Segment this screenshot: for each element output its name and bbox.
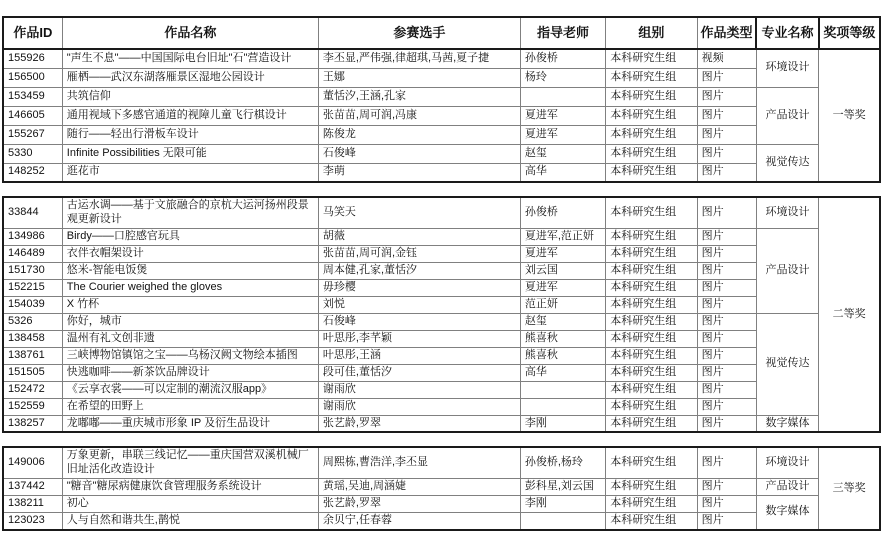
table-row: [3, 330, 880, 347]
title-cell: The Courier weighed the gloves: [62, 279, 318, 296]
type-cell: 图片: [697, 364, 756, 381]
work-id-cell: 155267: [3, 125, 62, 144]
title-cell: 你好，城市: [62, 313, 318, 330]
work-id-cell: 138211: [3, 495, 62, 512]
title-cell: 衣伴衣帽架设计: [62, 245, 318, 262]
table-row: [3, 447, 880, 478]
teacher-cell: 夏进军: [520, 125, 605, 144]
major-cell: 产品设计: [756, 478, 818, 495]
type-cell: 图片: [697, 144, 756, 163]
award-level-cell: 二等奖: [819, 197, 880, 432]
players-cell: 石俊峰: [318, 144, 520, 163]
group-cell: 本科研究生组: [606, 478, 697, 495]
players-cell: 叶思彤,李芊颖: [318, 330, 520, 347]
major-cell: 数字媒体: [756, 495, 818, 529]
players-cell: 张艺龄,罗翠: [318, 415, 520, 432]
col-header-title: 作品名称: [62, 17, 318, 49]
type-cell: 图片: [697, 262, 756, 279]
third-prize-table: [2, 446, 881, 530]
col-header-teacher: 指导老师: [520, 17, 605, 49]
players-cell: 毋珍樱: [318, 279, 520, 296]
table-row: [3, 163, 880, 182]
col-header-type: 作品类型: [697, 17, 756, 49]
type-cell: 图片: [697, 398, 756, 415]
group-cell: 本科研究生组: [606, 512, 697, 529]
players-cell: 刘悦: [318, 296, 520, 313]
table-row: [3, 49, 880, 68]
title-cell: 温州有礼文创非遗: [62, 330, 318, 347]
group-cell: 本科研究生组: [606, 125, 697, 144]
type-cell: 图片: [697, 415, 756, 432]
type-cell: 图片: [697, 245, 756, 262]
award-level-cell: 一等奖: [819, 49, 880, 182]
teacher-cell: 李刚: [520, 495, 605, 512]
major-cell: 视觉传达: [756, 313, 818, 415]
teacher-cell: 熊喜秋: [520, 330, 605, 347]
teacher-cell: 孙俊桥: [520, 49, 605, 68]
work-id-cell: 138458: [3, 330, 62, 347]
group-cell: 本科研究生组: [606, 144, 697, 163]
teacher-cell: [520, 87, 605, 106]
work-id-cell: 138761: [3, 347, 62, 364]
table-row: [3, 415, 880, 432]
group-cell: 本科研究生组: [606, 228, 697, 245]
players-cell: 黄瑶,吴迪,周涵婕: [318, 478, 520, 495]
table-row: [3, 512, 880, 529]
players-cell: 叶思彤,王涵: [318, 347, 520, 364]
title-cell: 人与自然和谐共生,鹊悦: [62, 512, 318, 529]
group-cell: 本科研究生组: [606, 415, 697, 432]
work-id-cell: 151505: [3, 364, 62, 381]
type-cell: 图片: [697, 279, 756, 296]
type-cell: 视频: [697, 49, 756, 68]
major-cell: 产品设计: [756, 87, 818, 144]
col-header-players: 参赛选手: [318, 17, 520, 49]
group-cell: 本科研究生组: [606, 296, 697, 313]
major-cell: 产品设计: [756, 228, 818, 313]
title-cell: 逛花市: [62, 163, 318, 182]
title-cell: 龙嘟嘟——重庆城市形象 IP 及衍生品设计: [62, 415, 318, 432]
group-cell: 本科研究生组: [606, 68, 697, 87]
title-cell: 共筑信仰: [62, 87, 318, 106]
teacher-cell: 熊喜秋: [520, 347, 605, 364]
type-cell: 图片: [697, 68, 756, 87]
work-id-cell: 148252: [3, 163, 62, 182]
group-cell: 本科研究生组: [606, 279, 697, 296]
work-id-cell: 152559: [3, 398, 62, 415]
major-cell: 环境设计: [756, 49, 818, 87]
table-row: [3, 87, 880, 106]
teacher-cell: 高华: [520, 163, 605, 182]
teacher-cell: [520, 398, 605, 415]
work-id-cell: 154039: [3, 296, 62, 313]
players-cell: 谢雨欣: [318, 381, 520, 398]
group-cell: 本科研究生组: [606, 364, 697, 381]
type-cell: 图片: [697, 495, 756, 512]
major-cell: 环境设计: [756, 197, 818, 228]
teacher-cell: 孙俊桥,杨玲: [520, 447, 605, 478]
work-id-cell: 152215: [3, 279, 62, 296]
title-cell: "糖音"糖尿病健康饮食管理服务系统设计: [62, 478, 318, 495]
table-row: [3, 296, 880, 313]
teacher-cell: 夏进军: [520, 245, 605, 262]
title-cell: 在希望的田野上: [62, 398, 318, 415]
type-cell: 图片: [697, 447, 756, 478]
title-cell: Infinite Possibilities 无限可能: [62, 144, 318, 163]
table-row: [3, 144, 880, 163]
col-header-major: 专业名称: [756, 17, 818, 49]
players-cell: 张艺龄,罗翠: [318, 495, 520, 512]
work-id-cell: 155926: [3, 49, 62, 68]
teacher-cell: 夏进军: [520, 279, 605, 296]
players-cell: 张苗苗,周可润,冯康: [318, 106, 520, 125]
group-cell: 本科研究生组: [606, 313, 697, 330]
type-cell: 图片: [697, 125, 756, 144]
group-cell: 本科研究生组: [606, 163, 697, 182]
players-cell: 周本健,孔家,董恬汐: [318, 262, 520, 279]
group-cell: 本科研究生组: [606, 49, 697, 68]
title-cell: 《云享衣裳——可以定制的潮流汉服app》: [62, 381, 318, 398]
players-cell: 王娜: [318, 68, 520, 87]
title-cell: Birdy——口腔感官玩具: [62, 228, 318, 245]
table-row: [3, 347, 880, 364]
work-id-cell: 138257: [3, 415, 62, 432]
teacher-cell: 夏进军: [520, 106, 605, 125]
type-cell: 图片: [697, 197, 756, 228]
type-cell: 图片: [697, 87, 756, 106]
title-cell: 三峡博物馆镇馆之宝——乌杨汉阙文物绘本插图: [62, 347, 318, 364]
col-header-work-id: 作品ID: [3, 17, 62, 49]
group-cell: 本科研究生组: [606, 330, 697, 347]
work-id-cell: 151730: [3, 262, 62, 279]
players-cell: 胡薇: [318, 228, 520, 245]
table-row: [3, 262, 880, 279]
type-cell: 图片: [697, 106, 756, 125]
players-cell: 李萌: [318, 163, 520, 182]
header-row: [3, 17, 880, 49]
table-row: [3, 125, 880, 144]
table-row: [3, 279, 880, 296]
title-cell: 万象更新，串联三线记忆——重庆国营双溪机械厂旧址活化改造设计: [62, 447, 318, 478]
work-id-cell: 146489: [3, 245, 62, 262]
teacher-cell: 夏进军,范正妍: [520, 228, 605, 245]
group-cell: 本科研究生组: [606, 245, 697, 262]
col-header-award: 奖项等级: [819, 17, 880, 49]
group-cell: 本科研究生组: [606, 262, 697, 279]
teacher-cell: 彭科星,刘云国: [520, 478, 605, 495]
work-id-cell: 33844: [3, 197, 62, 228]
players-cell: 陈俊龙: [318, 125, 520, 144]
award-level-cell: 三等奖: [819, 447, 880, 529]
title-cell: X 竹杯: [62, 296, 318, 313]
work-id-cell: 149006: [3, 447, 62, 478]
group-cell: 本科研究生组: [606, 381, 697, 398]
players-cell: 周熙栋,曹浩洋,李丕显: [318, 447, 520, 478]
title-cell: 古运水调——基于文旅融合的京杭大运河扬州段景观更新设计: [62, 197, 318, 228]
table-row: [3, 197, 880, 228]
work-id-cell: 152472: [3, 381, 62, 398]
table-row: [3, 313, 880, 330]
type-cell: 图片: [697, 512, 756, 529]
players-cell: 李丕显,严伟强,律超琪,马茜,夏子捷: [318, 49, 520, 68]
title-cell: 初心: [62, 495, 318, 512]
teacher-cell: 赵玺: [520, 313, 605, 330]
col-header-group: 组别: [606, 17, 697, 49]
type-cell: 图片: [697, 381, 756, 398]
type-cell: 图片: [697, 313, 756, 330]
title-cell: 通用视域下多感官通道的视障儿童飞行棋设计: [62, 106, 318, 125]
players-cell: 余贝宁,任春蓉: [318, 512, 520, 529]
work-id-cell: 146605: [3, 106, 62, 125]
players-cell: 谢雨欣: [318, 398, 520, 415]
type-cell: 图片: [697, 330, 756, 347]
group-cell: 本科研究生组: [606, 398, 697, 415]
table-row: [3, 106, 880, 125]
work-id-cell: 134986: [3, 228, 62, 245]
players-cell: 石俊峰: [318, 313, 520, 330]
type-cell: 图片: [697, 296, 756, 313]
teacher-cell: [520, 512, 605, 529]
table-row: [3, 495, 880, 512]
major-cell: 视觉传达: [756, 144, 818, 182]
teacher-cell: 高华: [520, 364, 605, 381]
teacher-cell: 李刚: [520, 415, 605, 432]
work-id-cell: 137442: [3, 478, 62, 495]
group-cell: 本科研究生组: [606, 87, 697, 106]
table-row: [3, 364, 880, 381]
table-row: [3, 478, 880, 495]
work-id-cell: 5330: [3, 144, 62, 163]
teacher-cell: 范正妍: [520, 296, 605, 313]
title-cell: 随行——轻出行滑板车设计: [62, 125, 318, 144]
type-cell: 图片: [697, 478, 756, 495]
second-prize-table: [2, 196, 881, 433]
major-cell: 数字媒体: [756, 415, 818, 432]
work-id-cell: 123023: [3, 512, 62, 529]
players-cell: 董恬汐,王涵,孔家: [318, 87, 520, 106]
players-cell: 张苗苗,周可润,金钰: [318, 245, 520, 262]
group-cell: 本科研究生组: [606, 106, 697, 125]
table-row: [3, 245, 880, 262]
table-row: [3, 398, 880, 415]
table-row: [3, 68, 880, 87]
teacher-cell: 孙俊桥: [520, 197, 605, 228]
teacher-cell: 杨玲: [520, 68, 605, 87]
teacher-cell: [520, 381, 605, 398]
table-row: [3, 381, 880, 398]
work-id-cell: 153459: [3, 87, 62, 106]
players-cell: 马笑天: [318, 197, 520, 228]
group-cell: 本科研究生组: [606, 495, 697, 512]
title-cell: 快逃咖啡——新茶饮品牌设计: [62, 364, 318, 381]
players-cell: 段可佳,董恬汐: [318, 364, 520, 381]
type-cell: 图片: [697, 163, 756, 182]
group-cell: 本科研究生组: [606, 447, 697, 478]
table-row: [3, 228, 880, 245]
work-id-cell: 156500: [3, 68, 62, 87]
teacher-cell: 刘云国: [520, 262, 605, 279]
title-cell: 悠米-智能电饭煲: [62, 262, 318, 279]
group-cell: 本科研究生组: [606, 197, 697, 228]
type-cell: 图片: [697, 228, 756, 245]
work-id-cell: 5326: [3, 313, 62, 330]
group-cell: 本科研究生组: [606, 347, 697, 364]
major-cell: 环境设计: [756, 447, 818, 478]
title-cell: "声生不息"——中国国际电台旧址"石"营造设计: [62, 49, 318, 68]
title-cell: 雁栖——武汉东湖落雁景区湿地公园设计: [62, 68, 318, 87]
first-prize-table: [2, 16, 881, 183]
teacher-cell: 赵玺: [520, 144, 605, 163]
type-cell: 图片: [697, 347, 756, 364]
